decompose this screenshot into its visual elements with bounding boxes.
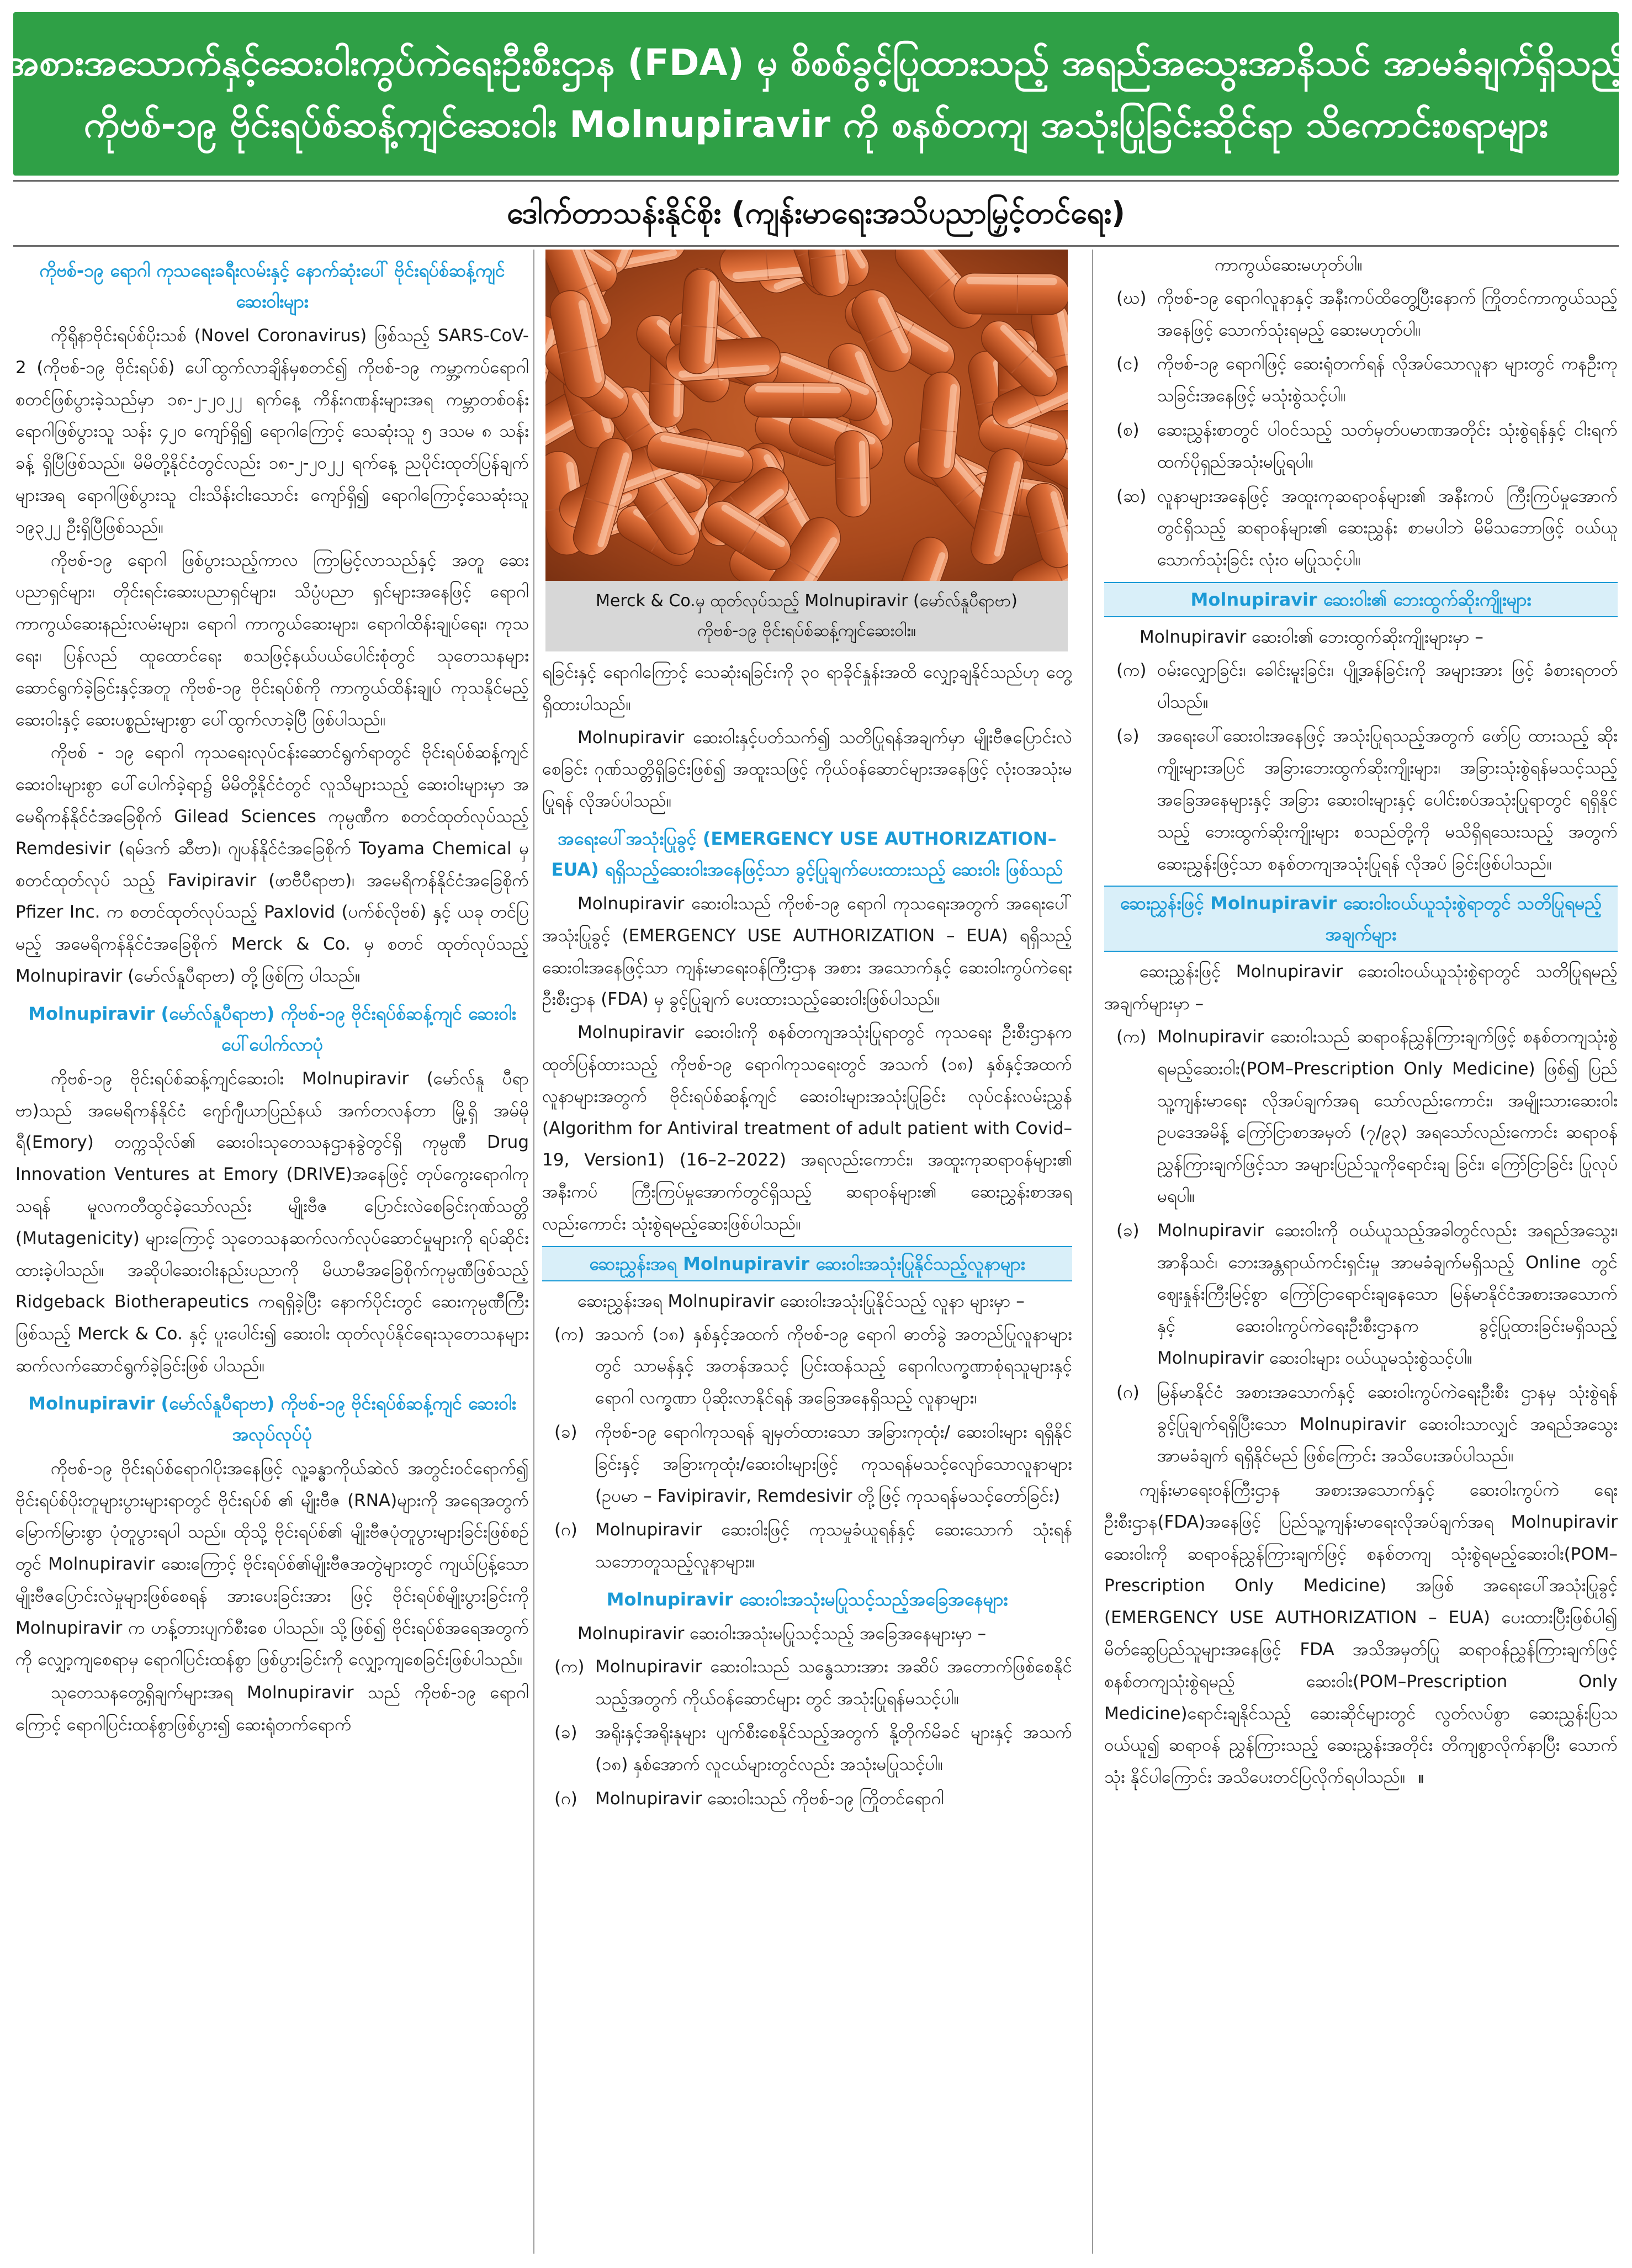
- item-label: (ဂ): [554, 1788, 577, 1809]
- paragraph: Molnupiravir ဆေးဝါးသည် ကိုဗစ်-၁၉ ရောဂါ ကုသရေးအတွက် အရေးပေါ်အသုံးပြုခွင့် (EMERGENCY USE AUTHORIZATION – EUA) ရရှိသည့် ဆေးဝါးအနေဖြင့်သာ ကျန်းမာရေးဝန်ကြီးဌာန အစား အသောက်နှင့် ဆေးဝါးကွပ်ကဲရေးဦးစီးဌာန (FDA) မှ ခွင့်ပြုချက် ပေးထားသည့်ဆေးဝါးဖြစ်ပါသည်။: [542, 893, 1072, 1010]
- paragraph: ကိုဗစ်-၁၉ ဗိုင်းရပ်စ်ရောဂါပိုးအနေဖြင့် လူ့ခန္ဓာကိုယ်ဆဲလ် အတွင်းဝင်ရောက်၍ ဗိုင်းရပ်စ်ပိုးတူများပွားများရာတွင် ဗိုင်းရပ်စ် ၏ မျိုးဗီဇ (RNA)များကို အရေအတွက်မြောက်မြားစွာ ပုံတူပွားရပါ သည်။ ထိုသို့ ဗိုင်းရပ်စ်၏ မျိုးဗီဇပုံတူပွားများခြင်းဖြစ်စဉ်တွင် Molnupiravir ဆေးကြောင့် ဗိုင်းရပ်စ်၏မျိုးဗီဇအတွဲများတွင် ကျယ်ပြန့်သော မျိုးဗီဇပြောင်းလဲမှုများဖြစ်စေရန် အားပေးခြင်းအား ဖြင့် ဗိုင်းရပ်စ်မျိုးပွားခြင်းကို Molnupiravir က ဟန့်တားပျက်စီးစေ ပါသည်။ သို့ဖြစ်၍ ဗိုင်းရပ်စ်အရေအတွက်ကို လျှော့ကျစေရာမှ ရောဂါပြင်းထန်စွာ ဖြစ်ပွားခြင်းကို လျှော့ကျစေခြင်းဖြစ်ပါသည်။: [15, 1458, 529, 1670]
- eligible-list: [542, 1319, 1072, 1578]
- byline-rule: [13, 245, 1619, 247]
- column-rule-1: [533, 250, 534, 2254]
- item-text: Molnupiravir ဆေးဝါးကို ဝယ်ယူသည့်အခါတွင်လည်း အရည်အသွေး၊ အာနိသင်၊ ဘေးအန္တရာယ်ကင်းရှင်းမှု အာမခံချက်မရှိသည့် Online တွင် ဈေးနှုန်းကြီးမြင့်စွာ ကြော်ငြာရောင်းချနေသော မြန်မာနိုင်ငံအစားအသောက်နှင့် ဆေးဝါးကွပ်ကဲရေးဦးစီးဌာနက ခွင့်ပြုထားခြင်းမရှိသည့် Molnupiravir ဆေးဝါးများ ဝယ်ယူမသုံးစွဲသင့်ပါ။: [1157, 1220, 1618, 1368]
- list-item: [542, 1783, 1072, 1815]
- capsule: [803, 250, 851, 299]
- paragraph: Molnupiravir ဆေးဝါးအသုံးမပြုသင့်သည့် အခြေအနေများမှာ –: [577, 1623, 987, 1644]
- item-text: အရေးပေါ်ဆေးဝါးအနေဖြင့် အသုံးပြုရသည့်အတွက် ဖော်ပြ ထားသည့် ဆိုးကျိုးများအပြင် အခြားဘေးထွက်ဆိုးကျိုးများ၊ အခြားသုံးစွဲရန်မသင့်သည့် အခြေအနေများနှင့် အခြား ဆေးဝါးများနှင့် ပေါင်းစပ်အသုံးပြုရာတွင် ရရှိနိုင်သည့် ဘေးထွက်ဆိုးကျိုးများ စသည်တို့ကို မသိရှိရသေးသည့် အတွက် ဆေးညွှန်းဖြင့်သာ စနစ်တကျအသုံးပြုရန် လိုအပ် ခြင်းဖြစ်ပါသည်။: [1157, 726, 1618, 874]
- capsule-pile-photo: [545, 250, 1068, 581]
- precaution-list: [1104, 1021, 1618, 1472]
- paragraph: ဆေးညွှန်းဖြင့် Molnupiravir ဆေးဝါးဝယ်ယူသုံးစွဲရာတွင် သတိပြုရမည့်အချက်များမှာ –: [1104, 962, 1618, 1014]
- item-label: (ဂ): [554, 1520, 577, 1540]
- item-label: (က): [1116, 660, 1147, 680]
- column-rule-2: [1092, 250, 1093, 2254]
- capsule: [834, 430, 871, 517]
- item-text: ကိုဗစ်-၁၉ ရောဂါကုသရန် ချမှတ်ထားသော အခြားကုထုံး/ ဆေးဝါးများ ရရှိနိုင်ခြင်းနှင့် အခြားကုထုံး/ဆေးဝါးများဖြင့် ကုသရန်မသင့်လျော်သောလူနာများ (ဥပမာ – Favipiravir, Remdesivir တို့ဖြင့် ကုသရန်မသင့်တော်ခြင်း): [595, 1422, 1072, 1506]
- contraindication-list: [542, 1651, 1072, 1815]
- list-item: [1104, 1021, 1618, 1213]
- capsule: [678, 268, 720, 375]
- item-label: (က): [554, 1656, 585, 1677]
- item-label: (ဂ): [1116, 1382, 1140, 1402]
- item-label: (ဃ): [1116, 288, 1147, 308]
- closing-paragraph: [1104, 1475, 1618, 1794]
- headline-banner: [6, 12, 1626, 176]
- paragraph: ကိုဗစ်-၁၉ ရောဂါ ဖြစ်ပွားသည့်ကာလ ကြာမြင့်လာသည်နှင့် အတူ ဆေးပညာရှင်များ၊ တိုင်းရင်းဆေးပညာရှင်များ၊ သိပ္ပံပညာ ရှင်များအနေဖြင့် ရောဂါကာကွယ်ဆေးနည်းလမ်းများ၊ ရောဂါ ကာကွယ်ဆေးများ၊ ရောဂါထိန်းချုပ်ရေး၊ ကုသရေး၊ ပြန်လည် ထူထောင်ရေး စသဖြင့်နယ်ပယ်ပေါင်းစုံတွင် သုတေသနများ ဆောင်ရွက်ခဲ့ခြင်းနှင့်အတူ ကိုဗစ်-၁၉ ဗိုင်းရပ်စ်ကို ကာကွယ်ထိန်းချုပ် ကုသနိုင်မည့် ဆေးဝါးနှင့် ဆေးပစ္စည်းများစွာ ပေါ်ထွက်လာခဲ့ပြီ ဖြစ်ပါသည်။: [15, 550, 529, 730]
- item-label: (ဆ): [1116, 486, 1147, 506]
- paragraph: ဆေးညွှန်းအရ Molnupiravir ဆေးဝါးအသုံးပြုနိုင်သည့် လူနာ များမှာ –: [577, 1291, 1025, 1311]
- section-box-side-effects: [1104, 582, 1618, 617]
- section-heading-origin: Molnupiravir (မော်လ်နူပီရာဗာ) ကိုဗစ်-၁၉ ဗိုင်းရပ်စ်ဆန့်ကျင် ဆေးဝါးပေါ်ပေါက်လာပုံ: [28, 1003, 516, 1055]
- photo-block: [545, 250, 1068, 651]
- section-box-eligible: [542, 1246, 1072, 1281]
- item-text: Molnupiravir ဆေးဝါးသည် သန္ဓေသားအား အဆိပ် အတောက်ဖြစ်စေနိုင်သည့်အတွက် ကိုယ်ဝန်ဆောင်များ တွင် အသုံးပြုရန်မသင့်ပါ။: [595, 1656, 1072, 1709]
- section-heading-eligible: ဆေးညွှန်းအရ Molnupiravir ဆေးဝါးအသုံးပြုနိုင်သည့်လူနာများ: [589, 1253, 1025, 1274]
- closing-text: ကျန်းမာရေးဝန်ကြီးဌာန အစားအသောက်နှင့် ဆေးဝါးကွပ်ကဲ ရေးဦးစီးဌာန(FDA)အနေဖြင့် ပြည်သူ့ကျန်းမာရေးလိုအပ်ချက်အရ Molnupiravir ဆေးဝါးကို ဆရာဝန်ညွှန်ကြားချက်ဖြင့် စနစ်တကျ သုံးစွဲရမည့်ဆေးဝါး(POM–Prescription Only Medicine) အဖြစ် အရေးပေါ်အသုံးပြုခွင့် (EMERGENCY USE AUTHORIZATION – EUA) ပေးထားပြီးဖြစ်ပါ၍ မိတ်ဆွေပြည်သူများအနေဖြင့် FDA အသိအမှတ်ပြု ဆရာဝန်ညွှန်ကြားချက်ဖြင့် စနစ်တကျသုံးစွဲရမည့် ဆေးဝါး(POM–Prescription Only Medicine)ရောင်းချနိုင်သည့် ဆေးဆိုင်များတွင် လွတ်လပ်စွာ ဆေးညွှန်းပြသဝယ်ယူ၍ ဆရာဝန် ညွှန်ကြားသည့် ဆေးညွှန်းအတိုင်း တိကျစွာလိုက်နာပြီး သောက်သုံး နိုင်ပါကြောင်း အသိပေးတင်ပြလိုက်ရပါသည်။: [1104, 1480, 1618, 1788]
- capsule: [887, 532, 953, 581]
- item-label: (က): [1116, 1026, 1147, 1047]
- list-item: [1104, 283, 1618, 347]
- section-box-precautions: [1104, 886, 1618, 952]
- column-2: [542, 250, 1072, 2254]
- section-heading-treatment: ကိုဗစ်-၁၉ ရောဂါ ကုသရေးခရီးလမ်းနှင့် နောက်ဆုံးပေါ် ဗိုင်းရပ်စ်ဆန့်ကျင်ဆေးဝါးများ: [39, 260, 505, 312]
- item-label: (ခ): [1116, 726, 1140, 746]
- item-text: ကိုဗစ်-၁၉ ရောဂါလူနာနှင့် အနီးကပ်ထိတွေ့ပြီးနောက် ကြိုတင်ကာကွယ်သည့်အနေဖြင့် သောက်သုံးရမည့် ဆေးမဟုတ်ပါ။: [1157, 288, 1618, 340]
- paragraph: Molnupiravir ဆေးဝါးနှင့်ပတ်သက်၍ သတိပြုရန်အချက်မှာ မျိုးဗီဇပြောင်းလဲစေခြင်း ဂုဏ်သတ္တိရှိခြင်းဖြစ်၍ အထူးသဖြင့် ကိုယ်ဝန်ဆောင်များအနေဖြင့် လုံးဝအသုံးမပြုရန် လိုအပ်ပါသည်။: [542, 727, 1072, 812]
- list-item: [1104, 481, 1618, 576]
- list-item: [1104, 415, 1618, 479]
- item-label: (င): [1116, 354, 1140, 374]
- item-text: လူနာများအနေဖြင့် အထူးကုဆရာဝန်များ၏ အနီးကပ် ကြီးကြပ်မှုအောက်တွင်ရှိသည့် ဆရာဝန်များ၏ ဆေးညွှန်း စာမပါဘဲ မိမိသဘောဖြင့် ဝယ်ယူသောက်သုံးခြင်း လုံးဝ မပြုသင့်ပါ။: [1157, 486, 1618, 570]
- list-item: [542, 1514, 1072, 1578]
- list-item: [542, 1651, 1072, 1715]
- paragraph: ကိုဗစ် - ၁၉ ရောဂါ ကုသရေးလုပ်ငန်းဆောင်ရွက်ရာတွင် ဗိုင်းရပ်စ်ဆန့်ကျင်ဆေးဝါးများစွာ ပေါ်ပေါက်ခဲ့ရာ၌ မိမိတို့နိုင်ငံတွင် လူသိများသည့် ဆေးဝါးများမှာ အမေရိကန်နိုင်ငံအခြေစိုက် Gilead Sciences ကုမ္ပဏီက စတင်ထုတ်လုပ်သည့် Remdesivir (ရမ်ဒက် ဆီဗာ)၊ ဂျပန်နိုင်ငံအခြေစိုက် Toyama Chemical မှစတင်ထုတ်လုပ် သည့် Favipiravir (ဖာဗီပီရာဗာ)၊ အမေရိကန်နိုင်ငံအခြေစိုက် Pfizer Inc. က စတင်ထုတ်လုပ်သည့် Paxlovid (ပက်စ်လိုဗစ်) နှင့် ယခု တင်ပြမည့် အမေရိကန်နိုင်ငံအခြေစိုက် Merck & Co. မှ စတင် ထုတ်လုပ်သည့် Molnupiravir (မော်လ်နူပီရာဗာ) တို့ဖြစ်ကြ ပါသည်။: [15, 743, 529, 986]
- item-label: (ခ): [1116, 1220, 1140, 1241]
- side-effect-list: [1104, 655, 1618, 881]
- contraindication-list-continued: [1104, 283, 1618, 576]
- list-item: [1104, 348, 1618, 412]
- paragraph: Molnupiravir ဆေးဝါးကို စနစ်တကျအသုံးပြုရာတွင် ကုသရေး ဦးစီးဌာနက ထုတ်ပြန်ထားသည့် ကိုဗစ်-၁၉ ရောဂါကုသရေးတွင် အသက် (၁၈) နှစ်နှင့်အထက် လူနာများအတွက် ဗိုင်းရပ်စ်ဆန့်ကျင် ဆေးဝါးများအသုံးပြုခြင်း လုပ်ငန်းလမ်းညွှန် (Algorithm for Antiviral treatment of adult patient with Covid–19, Version1) (16–2–2022) အရလည်းကောင်း၊ အထူးကုဆရာဝန်များ၏ အနီးကပ် ကြီးကြပ်မှုအောက်တွင်ရှိသည့် ဆရာဝန်များ၏ ဆေးညွှန်းစာအရ လည်းကောင်း သုံးစွဲရမည့်ဆေးဖြစ်ပါသည်။: [542, 1022, 1072, 1234]
- item-label: (စ): [1116, 420, 1140, 440]
- column-1: [15, 250, 529, 2254]
- section-heading-precautions: ဆေးညွှန်းဖြင့် Molnupiravir ဆေးဝါးဝယ်ယူသုံးစွဲရာတွင် သတိပြုရမည့်အချက်များ: [1120, 893, 1602, 945]
- section-heading-contraindications: Molnupiravir ဆေးဝါးအသုံးမပြုသင့်သည့်အခြေအနေများ: [606, 1588, 1008, 1610]
- capsule: [744, 382, 851, 418]
- capsule-illustration: [545, 250, 1068, 581]
- item-text: မြန်မာနိုင်ငံ အစားအသောက်နှင့် ဆေးဝါးကွပ်ကဲရေးဦးစီး ဌာနမှ သုံးစွဲရန်ခွင့်ပြုချက်ရရှိပြီးသော Molnupiravir ဆေးဝါးသာလျှင် အရည်အသွေးအာမခံချက် ရရှိနိုင်မည် ဖြစ်ကြောင်း အသိပေးအပ်ပါသည်။: [1157, 1382, 1618, 1466]
- paragraph: သုတေသနတွေ့ရှိချက်များအရ Molnupiravir သည် ကိုဗစ်-၁၉ ရောဂါကြောင့် ရောဂါပြင်းထန်စွာဖြစ်ပွား၍ ဆေးရုံတက်ရောက်: [15, 1683, 529, 1735]
- byline: [0, 186, 1632, 246]
- item-label: (က): [554, 1324, 585, 1344]
- list-item: [1104, 1377, 1618, 1472]
- paragraph: ရခြင်းနှင့် ရောဂါကြောင့် သေဆုံးရခြင်းကို ၃၀ ရာခိုင်နှုန်းအထိ လျှော့ချနိုင်သည်ဟု တွေ့ရှိထားပါသည်။: [542, 663, 1072, 714]
- photo-caption: [545, 581, 1068, 651]
- paragraph: ကိုရိုနာဗိုင်းရပ်စ်ပိုးသစ် (Novel Coronavirus) ဖြစ်သည့် SARS-CoV-2 (ကိုဗစ်-၁၉ ဗိုင်းရပ်စ်) ပေါ်ထွက်လာချိန်မှစတင်၍ ကိုဗစ်-၁၉ ကမ္ဘာ့ကပ်ရောဂါ စတင်ဖြစ်ပွားခဲ့သည်မှာ ၁၈-၂-၂၀၂၂ ရက်နေ့ ကိန်းဂဏန်းများအရ ကမ္ဘာတစ်ဝန်း ရောဂါဖြစ်ပွားသူ သန်း ၄၂၀ ကျော်ရှိ၍ ရောဂါကြောင့် သေဆုံးသူ ၅ ဒသမ ၈ သန်းခန့် ရှိပြီဖြစ်သည်။ မိမိတို့နိုင်ငံတွင်လည်း ၁၈-၂-၂၀၂၂ ရက်နေ့ ညပိုင်းထုတ်ပြန်ချက်များအရ ရောဂါဖြစ်ပွားသူ ငါးသိန်းငါးသောင်း ကျော်ရှိ၍ ရောဂါကြောင့်သေဆုံးသူ ၁၉၃၂၂ ဦးရှိပြီဖြစ်သည်။: [15, 326, 529, 537]
- caption-line-2: ကိုဗစ်-၁၉ ဗိုင်းရပ်စ်ဆန့်ကျင်ဆေးဝါး။: [697, 621, 916, 640]
- item-text: အရိုးနှင့်အရိုးနုများ ပျက်စီးစေနိုင်သည့်အတွက် နို့တိုက်မိခင် များနှင့် အသက် (၁၈) နှစ်အောက် လူငယ်များတွင်လည်း အသုံးမပြုသင့်ပါ။: [595, 1723, 1072, 1775]
- item-text: Molnupiravir ဆေးဝါးသည် ဆရာဝန်ညွှန်ကြားချက်ဖြင့် စနစ်တကျသုံးစွဲရမည့်ဆေးဝါး(POM–Prescription Only Medicine) ဖြစ်၍ ပြည်သူ့ကျန်းမာရေး လိုအပ်ချက်အရ သော်လည်းကောင်း၊ အမျိုးသားဆေးဝါး ဥပဒေအမိန့် ကြော်ငြာစာအမှတ် (၇/၉၃) အရသော်လည်းကောင်း ဆရာဝန်ညွှန်ကြားချက်ဖြင့်သာ အများပြည်သူကိုရောင်းချ ခြင်း၊ ကြော်ငြာခြင်း ပြုလုပ်မရပါ။: [1157, 1026, 1618, 1206]
- item-text: Molnupiravir ဆေးဝါးသည် ကိုဗစ်-၁၉ ကြိုတင်ရောဂါ: [595, 1788, 944, 1809]
- list-item: [1104, 655, 1618, 719]
- section-heading-mechanism: Molnupiravir (မော်လ်နူပီရာဗာ) ကိုဗစ်-၁၉ ဗိုင်းရပ်စ်ဆန့်ကျင် ဆေးဝါးအလုပ်လုပ်ပုံ: [28, 1392, 516, 1445]
- section-heading-eua: အရေးပေါ်အသုံးပြုခွင့် (EMERGENCY USE AUTHORIZATION–EUA) ရရှိသည့်ဆေးဝါးအနေဖြင့်သာ ခွင့်ပြုချက်ပေးထားသည့် ဆေးဝါး ဖြစ်သည်: [551, 828, 1063, 880]
- headline-line-1: အစားအသောက်နှင့်ဆေးဝါးကွပ်ကဲရေးဦးစီးဌာန (FDA) မှ စိစစ်ခွင့်ပြုထားသည့် အရည်အသွေးအာနိသင် အာမခံချက်ရှိသည့်: [6, 41, 1626, 84]
- list-item: [542, 1319, 1072, 1414]
- continued-text: ကာကွယ်ဆေးမဟုတ်ပါ။: [1215, 255, 1363, 275]
- list-item: [1104, 720, 1618, 880]
- item-text: ဝမ်းလျှောခြင်း၊ ခေါင်းမူးခြင်း၊ ပျို့အန်ခြင်းကို အများအား ဖြင့် ခံစားရတတ်ပါသည်။: [1157, 660, 1618, 712]
- paragraph: ကိုဗစ်-၁၉ ဗိုင်းရပ်စ်ဆန့်ကျင်ဆေးဝါး Molnupiravir (မော်လ်နူ ပီရာဗာ)သည် အမေရိကန်နိုင်ငံ ဂျော်ဂျီယာပြည်နယ် အက်တလန်တာ မြို့ရှိ အမ်မိုရီ(Emory) တက္ကသိုလ်၏ ဆေးဝါးသုတေသနဌာနခွဲတွင်ရှိ ကုမ္ပဏီ Drug Innovation Ventures at Emory (DRIVE)အနေဖြင့် တုပ်ကွေးရောဂါကုသရန် မူလကတီထွင်ခဲ့သော်လည်း မျိုးဗီဇ ပြောင်းလဲစေခြင်းဂုဏ်သတ္တိ (Mutagenicity) များကြောင့် သုတေသနဆက်လက်လုပ်ဆောင်မှုများကို ရပ်ဆိုင်းထားခဲ့ပါသည်။ အဆိုပါဆေးဝါးနည်းပညာကို မိယာမီအခြေစိုက်ကုမ္ပဏီဖြစ်သည့် Ridgeback Biotherapeutics ကရရှိခဲ့ပြီး နောက်ပိုင်းတွင် ဆေးကုမ္ပဏီကြီးဖြစ်သည့် Merck & Co. နှင့် ပူးပေါင်း၍ ဆေးဝါး ထုတ်လုပ်နိုင်ရေးသုတေသနများ ဆက်လက်ဆောင်ရွက်ခဲ့ခြင်းဖြစ် ပါသည်။: [15, 1068, 529, 1376]
- column-3: [1104, 250, 1618, 2254]
- author-name: ဒေါက်တာသန်းနိုင်စိုး (ကျန်းမာရေးအသိပညာမြှင့်တင်ရေး): [507, 195, 1125, 230]
- paragraph: Molnupiravir ဆေးဝါး၏ ဘေးထွက်ဆိုးကျိုးများမှာ –: [1140, 627, 1483, 647]
- end-mark: ။: [1418, 1767, 1424, 1788]
- item-text: Molnupiravir ဆေးဝါးဖြင့် ကုသမှုခံယူရန်နှင့် ဆေးသောက် သုံးရန် သဘောတူသည့်လူနာများ။: [595, 1520, 1072, 1572]
- list-item: [542, 1717, 1072, 1781]
- top-rule: [13, 180, 1619, 182]
- headline-line-2: ကိုဗစ်-၁၉ ဗိုင်းရပ်စ်ဆန့်ကျင်ဆေးဝါး Molnupiravir ကို စနစ်တကျ အသုံးပြုခြင်းဆိုင်ရာ သိကောင်းစရာများ: [83, 103, 1549, 146]
- capsule: [954, 273, 1068, 315]
- item-text: ဆေးညွှန်းစာတွင် ပါဝင်သည့် သတ်မှတ်ပမာဏအတိုင်း သုံးစွဲရန်နှင့် ငါးရက်ထက်ပိုရှည်အသုံးမပြုရပါ။: [1157, 420, 1618, 472]
- item-label: (ခ): [554, 1723, 577, 1743]
- item-label: (ခ): [554, 1422, 577, 1442]
- item-text: ကိုဗစ်-၁၉ ရောဂါဖြင့် ဆေးရုံတက်ရန် လိုအပ်သောလူနာ များတွင် ကနဦးကုသခြင်းအနေဖြင့် မသုံးစွဲသင့်ပါ။: [1157, 354, 1618, 406]
- item-text: အသက် (၁၈) နှစ်နှင့်အထက် ကိုဗစ်-၁၉ ရောဂါ ဓာတ်ခွဲ အတည်ပြုလူနာများတွင် သာမန်နှင့် အတန်အသင့် ပြင်းထန်သည့် ရောဂါလက္ခဏာစုံရသူများနှင့် ရောဂါ လက္ခဏာ ပိုဆိုးလာနိုင်ရန် အခြေအနေရှိသည့် လူနာများ၊: [595, 1324, 1072, 1408]
- caption-line-1: Merck & Co.မှ ထုတ်လုပ်သည့် Molnupiravir (မော်လ်နူပီရာဗာ): [596, 591, 1018, 611]
- list-item: [1104, 1215, 1618, 1375]
- section-heading-side-effects: Molnupiravir ဆေးဝါး၏ ဘေးထွက်ဆိုးကျိုးများ: [1190, 589, 1532, 610]
- list-item: [542, 1417, 1072, 1512]
